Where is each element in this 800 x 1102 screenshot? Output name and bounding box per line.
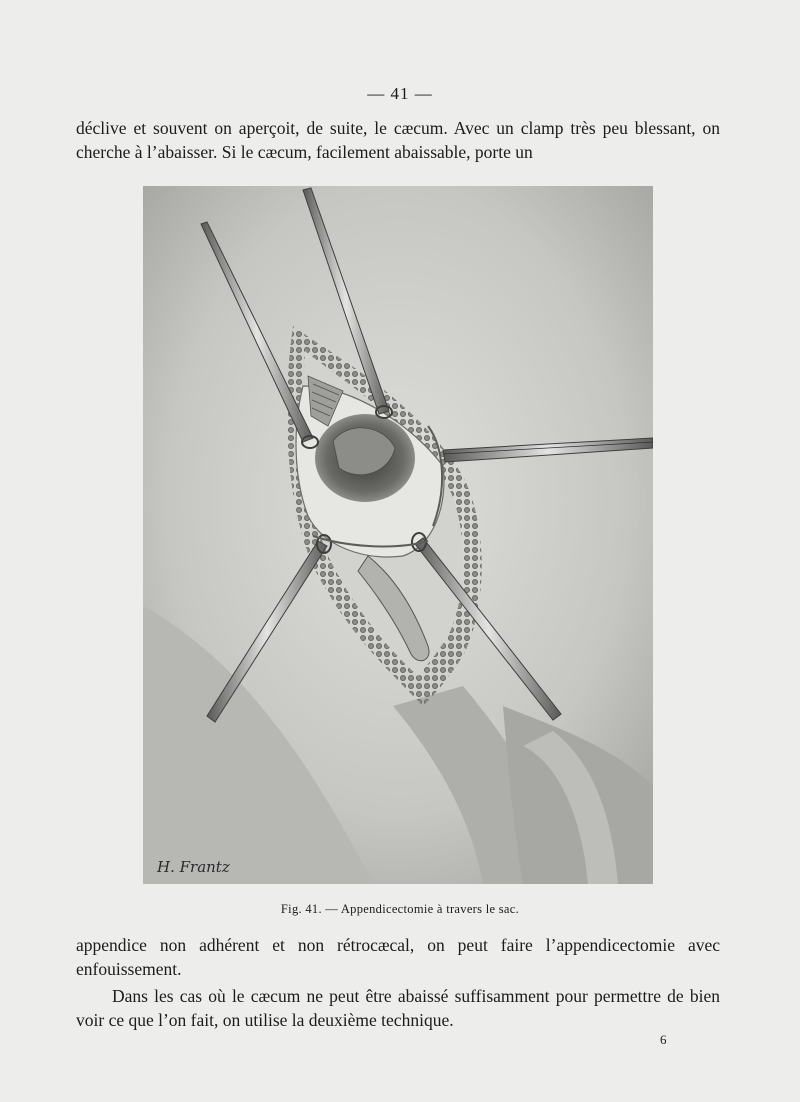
sheet-number: 6 <box>660 1032 667 1047</box>
paragraph-after-figure-2: Dans les cas où le cæcum ne peut être abaissé suffisamment pour permettre de bien voir ce que l’on fait, on utilise la deuxième technique. <box>76 986 720 1030</box>
paragraph-after-figure-1: appendice non adhérent et non rétrocæcal, on peut faire l’appendicectomie avec enfouissement. <box>76 935 720 979</box>
paragraph-before-figure: déclive et souvent on aperçoit, de suite, le cæcum. Avec un clamp très peu blessant, on cherche à l’abaisser. Si le cæcum, facilement abaissable, porte un <box>76 118 720 162</box>
figure-caption: Fig. 41. — Appendicectomie à travers le sac. <box>280 902 520 916</box>
artist-signature: H. Frantz <box>157 858 230 876</box>
page-number: — 41 — <box>367 84 433 103</box>
surgical-illustration <box>143 186 653 884</box>
